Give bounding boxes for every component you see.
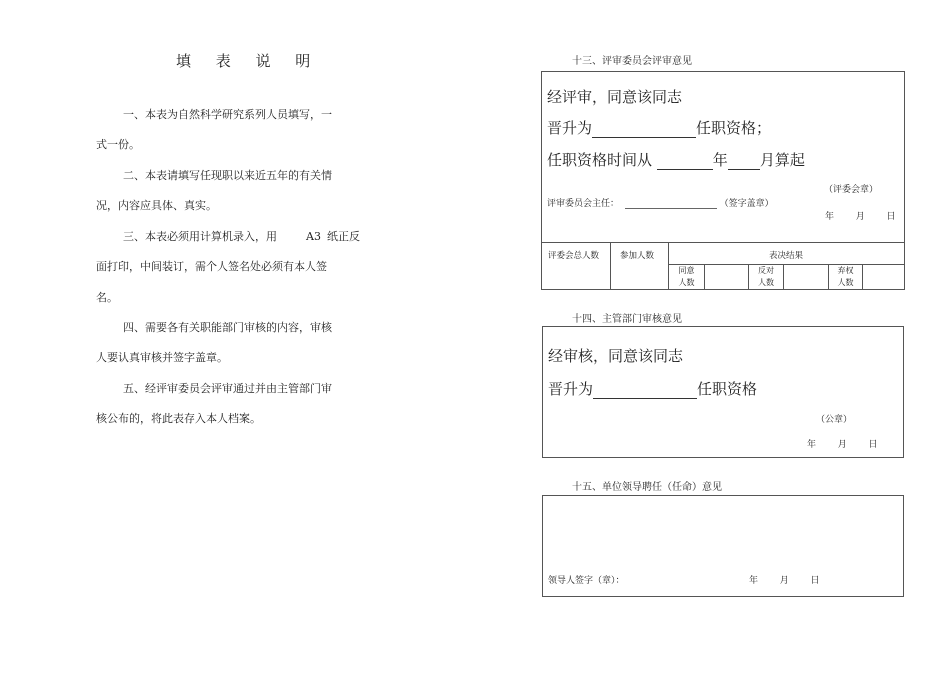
agree-line2: 人数 (678, 278, 695, 287)
section13-line3-prefix: 任职资格时间从 (547, 151, 653, 169)
instruction-4-line2: 人要认真审核并签字盖章。 (96, 351, 228, 364)
table-divider (610, 242, 611, 289)
position-field[interactable] (592, 122, 696, 138)
table-divider (783, 264, 784, 289)
section13-seal: （评委会章） (824, 185, 879, 195)
section14-position-field[interactable] (593, 383, 697, 399)
instruction-5-line1: 五、经评审委员会评审通过并由主管部门审 (123, 382, 332, 395)
chair-label: 评审委员会主任： (547, 199, 620, 209)
date-year: 年 (807, 440, 817, 450)
table-result-header: 表决结果 (769, 251, 804, 261)
section13-month-label: 月算起 (759, 151, 805, 169)
instructions-title: 填 表 说 明 (176, 52, 321, 70)
section15-date (749, 573, 820, 586)
agree-line1: 同意 (678, 266, 695, 275)
date-year: 年 (749, 576, 759, 586)
section13-line2 (547, 117, 771, 138)
instruction-1-line2: 式一份。 (96, 138, 140, 151)
table-top-border (542, 242, 904, 243)
abstain-line1: 弃权 (837, 266, 854, 275)
chair-signature-field[interactable] (625, 199, 717, 209)
abstain-header (829, 265, 862, 289)
section14-line2-suffix: 任职资格 (697, 380, 758, 398)
date-month: 月 (837, 440, 847, 450)
section14-date (807, 437, 878, 450)
table-total-header: 评委会总人数 (548, 251, 600, 261)
section13-date (825, 209, 896, 222)
instruction-1-line1: 一、本表为自然科学研究系列人员填写，一 (123, 108, 332, 121)
instruction-3-line1c: 纸正反 (327, 230, 360, 243)
section14-label: 十四、主管部门审核意见 (572, 314, 682, 325)
section15-sign-label: 领导人签字（章）： (548, 576, 625, 586)
date-day: 日 (868, 440, 878, 450)
instruction-5-line2: 核公布的，将此表存入本人档案。 (96, 412, 261, 425)
date-year: 年 (825, 212, 835, 222)
section14-line2 (548, 378, 757, 399)
sign-note: （签字盖章） (719, 199, 774, 209)
instruction-3-line1b: A3 (306, 230, 321, 243)
instruction-3-line1a: 三、本表必须用计算机录入，用 (123, 230, 277, 243)
section14-seal: （公章） (816, 415, 853, 425)
date-month: 月 (855, 212, 865, 222)
date-month: 月 (779, 576, 789, 586)
table-attend-header: 参加人数 (620, 251, 655, 261)
instruction-3-line2: 面打印，中间装订，需个人签名处必须有本人签 (96, 260, 327, 273)
section13-line2-prefix: 晋升为 (547, 119, 593, 137)
oppose-header (749, 265, 783, 289)
date-day: 日 (810, 576, 820, 586)
start-year-field[interactable] (657, 154, 713, 170)
table-divider (862, 264, 863, 289)
section15-label: 十五、单位领导聘任（任命）意见 (572, 482, 722, 493)
section13-line3 (547, 149, 805, 170)
section14-box (542, 326, 904, 458)
instruction-2-line2: 况，内容应具体、真实。 (96, 199, 217, 212)
instruction-2-line1: 二、本表请填写任现职以来近五年的有关情 (123, 169, 332, 182)
instruction-4-line1: 四、需要各有关职能部门审核的内容，审核 (123, 321, 332, 334)
agree-header (669, 265, 704, 289)
instruction-3-line3: 名。 (96, 291, 118, 304)
section15-box (542, 495, 904, 597)
section13-line2-suffix: 任职资格； (696, 119, 772, 137)
section13-year-label: 年 (712, 151, 728, 169)
start-month-field[interactable] (728, 154, 760, 170)
oppose-line2: 人数 (758, 278, 774, 287)
oppose-line1: 反对 (758, 266, 774, 275)
section14-line1: 经审核，同意该同志 (548, 347, 684, 365)
section14-line2-prefix: 晋升为 (548, 380, 594, 398)
table-divider (704, 264, 705, 289)
date-day: 日 (886, 212, 896, 222)
section13-box (541, 71, 905, 290)
section13-line1: 经评审，同意该同志 (547, 88, 683, 106)
section13-label: 十三、评审委员会评审意见 (572, 56, 692, 67)
section13-chair (547, 196, 774, 209)
abstain-line2: 人数 (837, 278, 854, 287)
